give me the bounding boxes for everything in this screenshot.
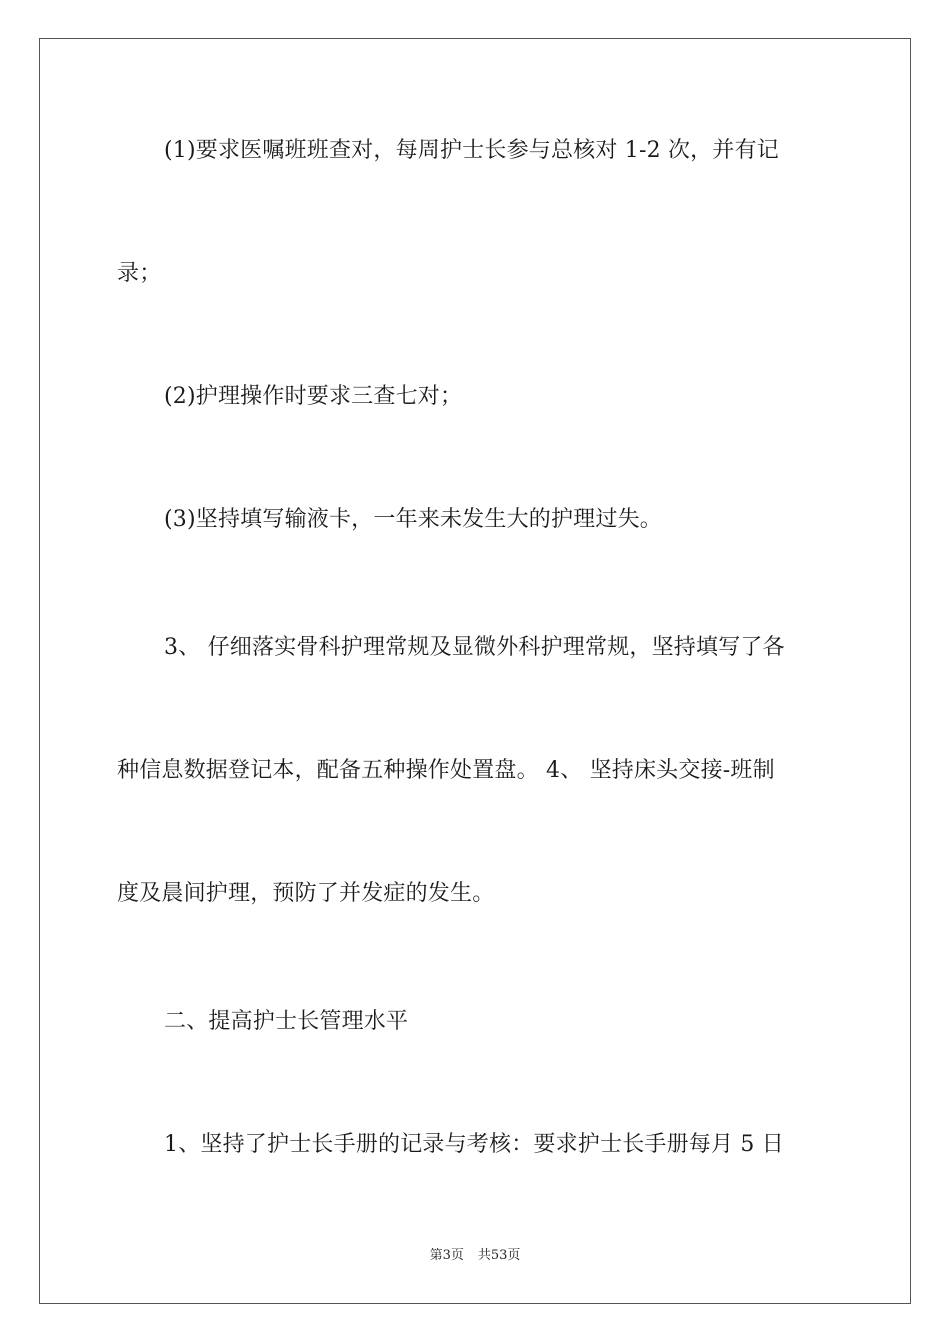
paragraph-line-7: 度及晨间护理，预防了并发症的发生。 <box>117 881 495 906</box>
paragraph-line-2: 录； <box>117 261 162 286</box>
paragraph-line-3: (2)护理操作时要求三查七对； <box>164 384 463 409</box>
page-total: 共53页 <box>477 1248 521 1263</box>
paragraph-line-9: 1、坚持了护士长手册的记录与考核：要求护士长手册每月 5 日 <box>164 1132 784 1157</box>
page-footer <box>0 1247 950 1265</box>
paragraph-line-1: (1)要求医嘱班班查对，每周护士长参与总核对 1-2 次，并有记 <box>164 138 779 163</box>
paragraph-line-4: (3)坚持填写输液卡，一年来未发生大的护理过失。 <box>164 507 662 532</box>
page-border <box>39 38 911 1304</box>
section-heading: 二、提高护士长管理水平 <box>164 1009 409 1034</box>
page-number: 第3页 <box>429 1248 464 1263</box>
paragraph-line-5: 3、 仔细落实骨科护理常规及显微外科护理常规，坚持填写了各 <box>164 635 785 660</box>
paragraph-line-6: 种信息数据登记本，配备五种操作处置盘。 4、 坚持床头交接-班制 <box>117 758 775 783</box>
